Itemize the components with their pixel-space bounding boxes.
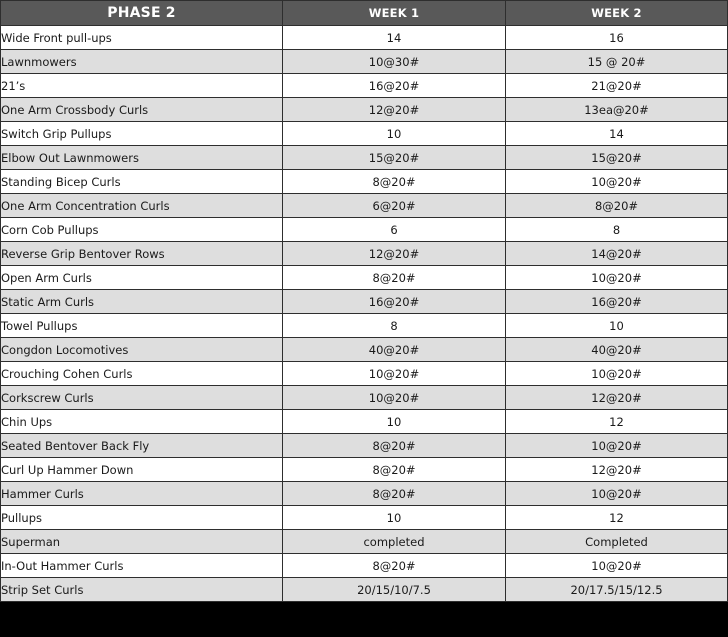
week2-cell: 15 @ 20#	[506, 50, 728, 74]
week2-cell: 16	[506, 26, 728, 50]
week1-cell: 20/15/10/7.5	[283, 578, 506, 602]
exercise-cell: Congdon Locomotives	[1, 338, 283, 362]
exercise-cell: Standing Bicep Curls	[1, 170, 283, 194]
week1-cell: 15@20#	[283, 146, 506, 170]
exercise-cell: Lawnmowers	[1, 50, 283, 74]
week2-cell: 10@20#	[506, 554, 728, 578]
table-row	[1, 242, 728, 266]
exercise-cell: Static Arm Curls	[1, 290, 283, 314]
week1-cell: 10	[283, 410, 506, 434]
table-row	[1, 410, 728, 434]
exercise-cell: In-Out Hammer Curls	[1, 554, 283, 578]
week2-cell: 20/17.5/15/12.5	[506, 578, 728, 602]
exercise-cell: Superman	[1, 530, 283, 554]
week2-cell: 10	[506, 314, 728, 338]
table-row	[1, 386, 728, 410]
exercise-cell: Wide Front pull-ups	[1, 26, 283, 50]
week2-cell: 12@20#	[506, 386, 728, 410]
week1-cell: 10	[283, 506, 506, 530]
week2-cell: 8@20#	[506, 194, 728, 218]
week1-cell: 8@20#	[283, 458, 506, 482]
week1-cell: 14	[283, 26, 506, 50]
week2-cell: 14@20#	[506, 242, 728, 266]
week1-cell: 8@20#	[283, 482, 506, 506]
week1-cell: 10@20#	[283, 386, 506, 410]
table-row	[1, 170, 728, 194]
week2-cell: 16@20#	[506, 290, 728, 314]
week1-cell: 16@20#	[283, 290, 506, 314]
week2-cell: 10@20#	[506, 362, 728, 386]
exercise-cell: Pullups	[1, 506, 283, 530]
exercise-cell: Open Arm Curls	[1, 266, 283, 290]
week1-cell: 12@20#	[283, 242, 506, 266]
table-row	[1, 290, 728, 314]
table-row	[1, 362, 728, 386]
exercise-cell: Crouching Cohen Curls	[1, 362, 283, 386]
week1-cell: 16@20#	[283, 74, 506, 98]
week2-cell: 10@20#	[506, 170, 728, 194]
week1-cell: 8@20#	[283, 170, 506, 194]
week1-cell: 10@30#	[283, 50, 506, 74]
header-row	[1, 1, 728, 26]
table-row	[1, 194, 728, 218]
exercise-cell: Switch Grip Pullups	[1, 122, 283, 146]
week1-cell: 10	[283, 122, 506, 146]
week2-cell: 10@20#	[506, 482, 728, 506]
table-row	[1, 26, 728, 50]
week2-cell: 40@20#	[506, 338, 728, 362]
table-row	[1, 506, 728, 530]
week2-cell: Completed	[506, 530, 728, 554]
exercise-cell: Reverse Grip Bentover Rows	[1, 242, 283, 266]
exercise-cell: 21’s	[1, 74, 283, 98]
table-row	[1, 146, 728, 170]
table-row	[1, 530, 728, 554]
week2-cell: 21@20#	[506, 74, 728, 98]
week1-header: WEEK 1	[283, 1, 506, 26]
exercise-cell: One Arm Crossbody Curls	[1, 98, 283, 122]
table-row	[1, 266, 728, 290]
exercise-cell: Curl Up Hammer Down	[1, 458, 283, 482]
table-row	[1, 74, 728, 98]
week2-cell: 15@20#	[506, 146, 728, 170]
table-row	[1, 314, 728, 338]
week2-cell: 14	[506, 122, 728, 146]
table-row	[1, 50, 728, 74]
table-row	[1, 338, 728, 362]
exercise-cell: Chin Ups	[1, 410, 283, 434]
week1-cell: 12@20#	[283, 98, 506, 122]
week1-cell: 40@20#	[283, 338, 506, 362]
week1-cell: 10@20#	[283, 362, 506, 386]
week1-cell: 8@20#	[283, 434, 506, 458]
table-row	[1, 578, 728, 602]
exercise-cell: One Arm Concentration Curls	[1, 194, 283, 218]
week2-cell: 10@20#	[506, 434, 728, 458]
week1-cell: 8@20#	[283, 266, 506, 290]
exercise-cell: Corn Cob Pullups	[1, 218, 283, 242]
week2-cell: 13ea@20#	[506, 98, 728, 122]
week2-header: WEEK 2	[506, 1, 728, 26]
phase-header: PHASE 2	[1, 1, 283, 26]
week2-cell: 8	[506, 218, 728, 242]
table-row	[1, 482, 728, 506]
table-row	[1, 554, 728, 578]
week2-cell: 10@20#	[506, 266, 728, 290]
table-row	[1, 218, 728, 242]
week2-cell: 12	[506, 506, 728, 530]
week2-cell: 12	[506, 410, 728, 434]
table-row	[1, 434, 728, 458]
week2-cell: 12@20#	[506, 458, 728, 482]
exercise-cell: Towel Pullups	[1, 314, 283, 338]
week1-cell: 8	[283, 314, 506, 338]
table-row	[1, 98, 728, 122]
exercise-cell: Corkscrew Curls	[1, 386, 283, 410]
exercise-cell: Hammer Curls	[1, 482, 283, 506]
week1-cell: 6	[283, 218, 506, 242]
exercise-cell: Seated Bentover Back Fly	[1, 434, 283, 458]
week1-cell: 8@20#	[283, 554, 506, 578]
week1-cell: 6@20#	[283, 194, 506, 218]
exercise-cell: Elbow Out Lawnmowers	[1, 146, 283, 170]
week1-cell: completed	[283, 530, 506, 554]
exercise-cell: Strip Set Curls	[1, 578, 283, 602]
table-row	[1, 122, 728, 146]
table-row	[1, 458, 728, 482]
